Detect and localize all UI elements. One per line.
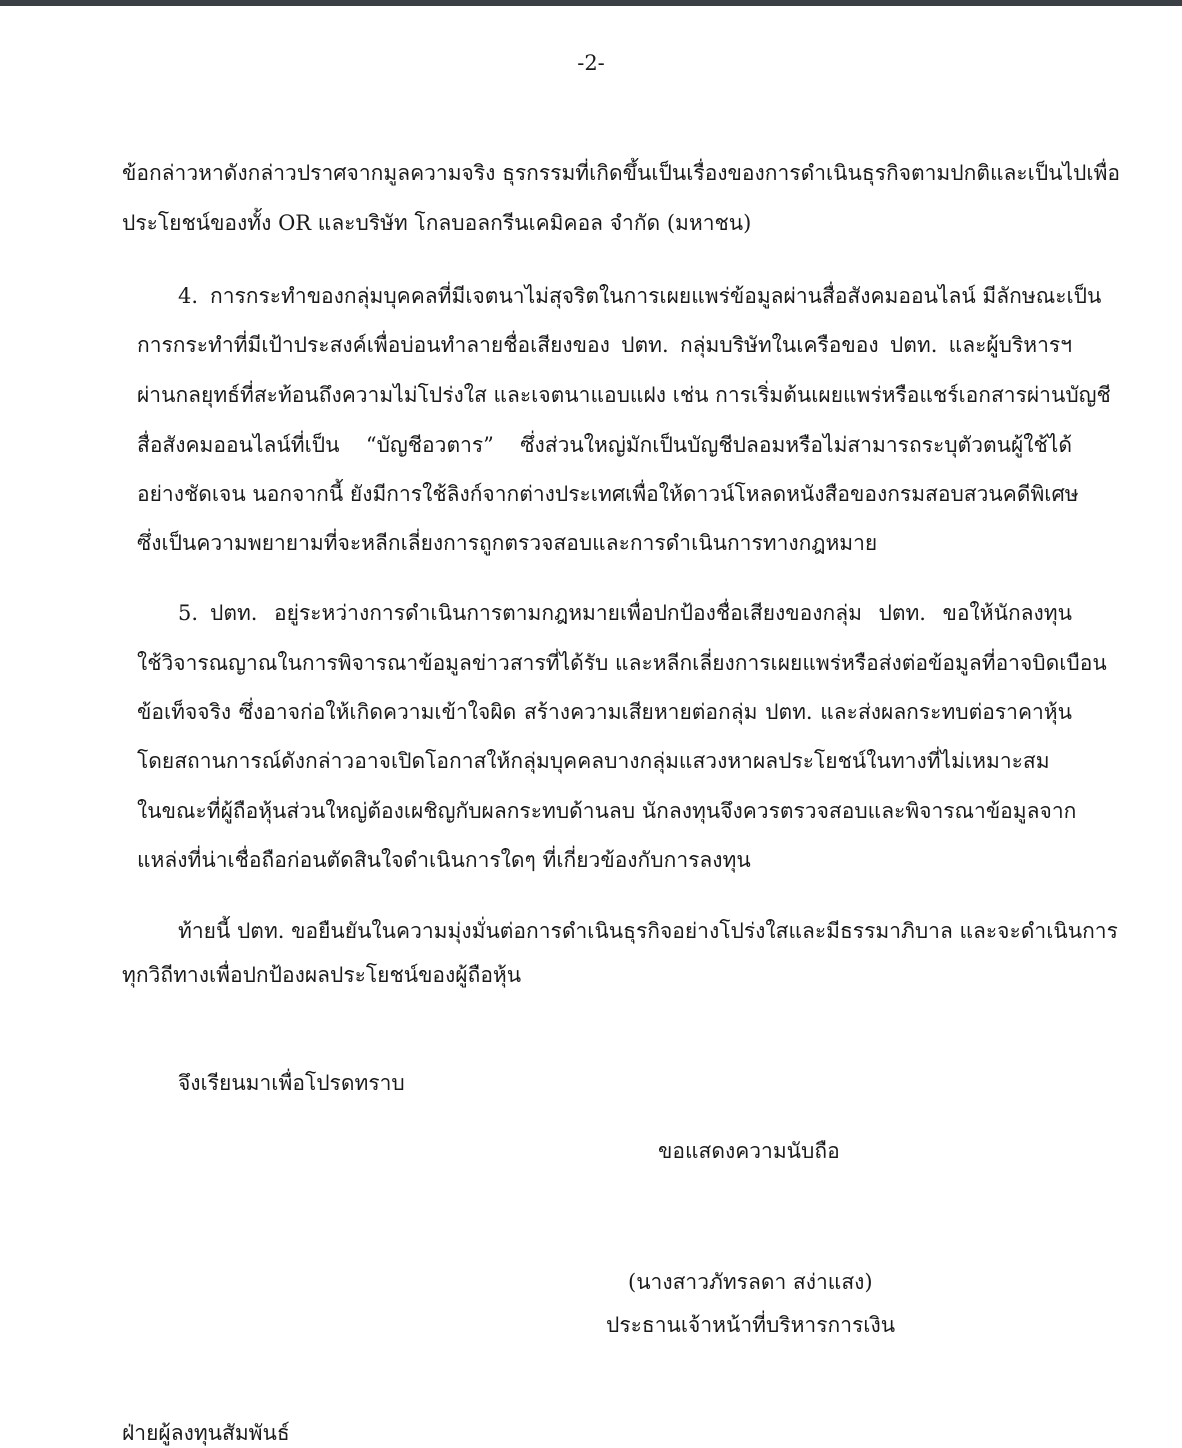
item5-line-3: ข้อเท็จจริง ซึ่งอาจก่อให้เกิดความเข้าใจผิด สร้างความเสียหายต่อกลุ่ม ปตท. และส่งผลกระทบต่อราคาหุ้น [137,700,1072,724]
intro-line-2: ประโยชน์ของทั้ง OR และบริษัท โกลบอลกรีนเคมิคอล จำกัด (มหาชน) [122,211,752,235]
department-name: ฝ่ายผู้ลงทุนสัมพันธ์ [122,1421,290,1445]
item5-line-1: ปตท. อยู่ระหว่างการดำเนินการตามกฎหมายเพื่อปกป้องชื่อเสียงของกลุ่ม ปตท. ขอให้นักลงทุน [210,601,1072,625]
closing-line-1: ท้ายนี้ ปตท. ขอยืนยันในความมุ่งมั่นต่อการดำเนินธุรกิจอย่างโปร่งใสและมีธรรมาภิบาล และจะดำเนินการ [178,919,1118,943]
closing-line-2: ทุกวิถีทางเพื่อปกป้องผลประโยชน์ของผู้ถือหุ้น [122,963,522,987]
page-number: -2- [577,51,605,75]
item5-line-4: โดยสถานการณ์ดังกล่าวอาจเปิดโอกาสให้กลุ่มบุคคลบางกลุ่มแสวงหาผลประโยชน์ในทางที่ไม่เหมาะสม [137,749,1050,773]
item4-line-3: ผ่านกลยุทธ์ที่สะท้อนถึงความไม่โปร่งใส และเจตนาแอบแฝง เช่น การเริ่มต้นเผยแพร่หรือแชร์เอกสารผ่านบัญชี [137,383,1111,407]
item4-line-1: การกระทำของกลุ่มบุคคลที่มีเจตนาไม่สุจริตในการเผยแพร่ข้อมูลผ่านสื่อสังคมออนไลน์ มีลักษณะเป็น [210,284,1102,308]
item4-line-5: อย่างชัดเจน นอกจากนี้ ยังมีการใช้ลิงก์จากต่างประเทศเพื่อให้ดาวน์โหลดหนังสือของกรมสอบสวนคดีพิเศษ [137,482,1079,506]
respect-closing: ขอแสดงความนับถือ [658,1139,840,1163]
item4-line-6: ซึ่งเป็นความพยายามที่จะหลีกเลี่ยงการถูกตรวจสอบและการดำเนินการทางกฎหมาย [137,531,878,555]
signer-name: (นางสาวภัทรลดา สง่าแสง) [628,1270,873,1294]
top-border-bar [0,0,1182,6]
item5-line-5: ในขณะที่ผู้ถือหุ้นส่วนใหญ่ต้องเผชิญกับผลกระทบด้านลบ นักลงทุนจึงควรตรวจสอบและพิจารณาข้อมูลจาก [137,799,1077,823]
item5-number: 5. [178,601,199,625]
intro-line-1: ข้อกล่าวหาดังกล่าวปราศจากมูลความจริง ธุรกรรมที่เกิดขึ้นเป็นเรื่องของการดำเนินธุรกิจตามปกติและเป็นไปเพื่อ [122,161,1121,185]
item5-line-6: แหล่งที่น่าเชื่อถือก่อนตัดสินใจดำเนินการใดๆ ที่เกี่ยวข้องกับการลงทุน [137,848,751,872]
item4-number: 4. [178,284,199,308]
signer-title: ประธานเจ้าหน้าที่บริหารการเงิน [606,1313,896,1337]
item4-line-2: การกระทำที่มีเป้าประสงค์เพื่อบ่อนทำลายชื่อเสียงของ ปตท. กลุ่มบริษัทในเครือของ ปตท. และผู้บริหารฯ [137,333,1072,357]
salutation: จึงเรียนมาเพื่อโปรดทราบ [178,1071,405,1095]
item4-line-4: สื่อสังคมออนไลน์ที่เป็น “บัญชีอวตาร” ซึ่งส่วนใหญ่มักเป็นบัญชีปลอมหรือไม่สามารถระบุตัวตนผู้ใช้ได้ [137,433,1072,457]
item5-line-2: ใช้วิจารณญาณในการพิจารณาข้อมูลข่าวสารที่ได้รับ และหลีกเลี่ยงการเผยแพร่หรือส่งต่อข้อมูลที่อาจบิดเบือน [137,651,1107,675]
